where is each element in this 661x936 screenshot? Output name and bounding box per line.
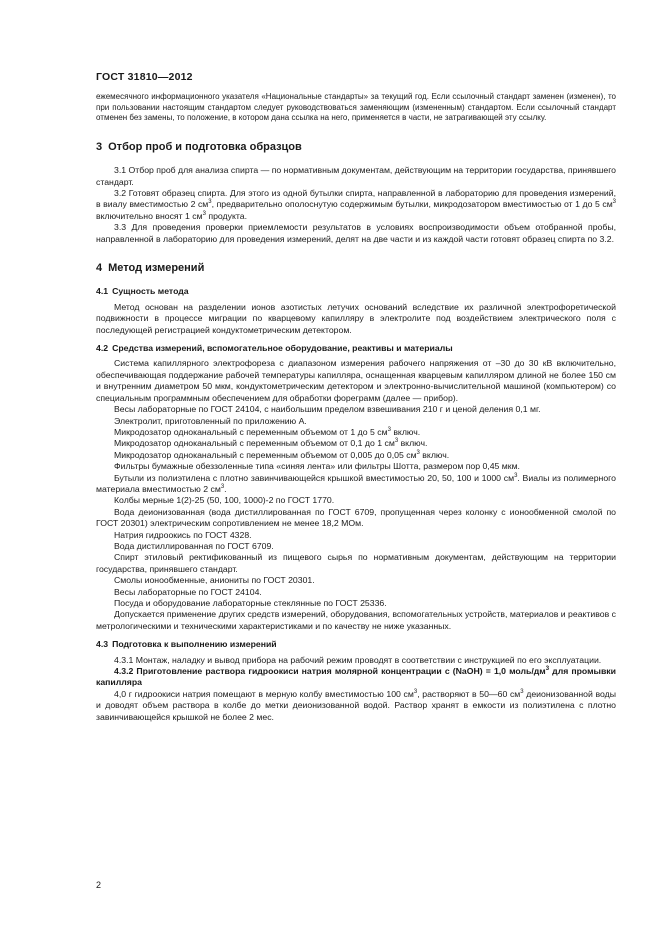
paragraph-4-2-electrolyte: Электролит, приготовленный по приложению А.: [114, 415, 307, 426]
section-4-title: Метод измерений: [108, 262, 205, 275]
paragraph-4-2-sodium-hydroxide: Натрия гидроокись по ГОСТ 4328.: [114, 529, 252, 540]
paragraph-4-2-substitutes: Допускается применение других средств измерений, оборудования, вспомогательных устройств, материалов и реактивов с метрологическими и техническими характеристиками и по качеству не ниже указанных.: [96, 609, 616, 631]
subsection-4-3-heading: 4.3 Подготовка к выполнению измерений: [96, 639, 277, 650]
paragraph-4-2-bottles: Бутыли из полиэтилена с плотно завинчивающейся крышкой вместимостью 20, 50, 100 и 1000 $см^3$. Виалы из полимерного материала вместимостью 2 $см^3$.: [96, 472, 616, 494]
paragraph-3-3: 3.3 Для проведения проверки приемлемости результатов в условиях воспроизводимости объем отобранной пробы, направленной в лабораторию для проведения измерений, делят на две части и из каждой части готовят образец спирта по 3.2.: [96, 222, 616, 244]
paragraph-4-2-ethanol: Спирт этиловый ректификованный из пищевого сырья по нормативным документам, действующим на территории государства, принявшего стандарт.: [96, 552, 616, 574]
intro-continuation: ежемесячного информационного указателя «Национальные стандарты» за текущий год. Если ссылочный стандарт заменен (изменен), то при пользовании настоящим стандартом следует руководствоваться заменяющим (измененным) стандартом. Если ссылочный стандарт отменен без замены, то положение, в котором дана ссылка на него, применяется в части, не затрагивающей эту ссылку.: [96, 92, 616, 123]
document-body: [96, 92, 616, 723]
paragraph-4-2-flasks: Колбы мерные 1(2)-25 (50, 100, 1000)-2 по ГОСТ 1770.: [114, 495, 335, 506]
paragraph-4-3-2-heading: 4.3.2 Приготовление раствора гидроокиси натрия молярной концентрации c (NaOH) = 1,0 моль/$дм^3$ для промывки капилляра: [96, 666, 616, 688]
paragraph-4-2-dispenser-1: Микродозатор одноканальный с переменным объемом от 1 до 5 $см^3$ включ.: [114, 426, 421, 437]
document-header: ГОСТ 31810—2012: [96, 71, 193, 83]
paragraph-4-2-glassware: Посуда и оборудование лабораторные стеклянные по ГОСТ 25336.: [114, 598, 387, 608]
paragraph-3-2: 3.2 Готовят образец спирта. Для этого из одной бутылки спирта, направленной в лабораторию для проведения измерений, в виалу вместимостью 2 $см^3$, предварительно ополоснутую содержимым бутылки, микродозатором вместимостью от 1 до 5 $см^3$ включительно вносят 1 $см^3$ продукта.: [96, 188, 617, 221]
paragraph-4-2-scales-2: Весы лабораторные по ГОСТ 24104.: [114, 586, 262, 597]
paragraph-4-2-deionized-water: Вода деионизованная (вода дистиллированная по ГОСТ 6709, пропущенная через колонку с ионообменной смолой по ГОСТ 20301) электрическим сопротивлением не менее 18,2 МОм.: [96, 506, 616, 529]
section-3-title: Отбор проб и подготовка образцов: [108, 140, 302, 153]
paragraph-4-2-filters: Фильтры бумажные обеззоленные типа «синяя лента» или фильтры Шотта, размером пор 0,45 мкм.: [114, 461, 520, 472]
paragraph-4-2-distilled-water: Вода дистиллированная по ГОСТ 6709.: [114, 540, 274, 551]
section-4-heading: [96, 263, 616, 274]
section-3-number: 3: [96, 140, 103, 153]
section-4-number: 4: [96, 262, 103, 275]
paragraph-4-2-dispenser-3: Микродозатор одноканальный с переменным объемом от 0,005 до 0,05 $см^3$ включ.: [114, 449, 450, 460]
paragraph-4-3-1: 4.3.1 Монтаж, наладку и вывод прибора на рабочий режим проводят в соответствии с инструкцией по его эксплуатации.: [114, 654, 602, 665]
paragraph-4-2-scales: Весы лабораторные по ГОСТ 24104, с наибольшим пределом взвешивания 210 г и ценой деления 0,1 мг.: [114, 404, 541, 415]
paragraph-4-2-system: Система капиллярного электрофореза с диапазоном измерения рабочего напряжения от –30 до 30 кВ включительно, обеспечивающая поддержание рабочей температуры капилляра, оснащенная кварцевым капилляром длиной не более 150 см и внутренним диаметром 50 мкм, кондуктометрическим детектором и электронно-вычислительной машиной (компьютером) со специальным программным обеспечением для обработки фореграмм (далее — прибор).: [96, 358, 616, 403]
paragraph-3-1: 3.1 Отбор проб для анализа спирта — по нормативным документам, действующим на территории государства, принявшего стандарт.: [96, 165, 616, 187]
paragraph-4-2-resins: Смолы ионообменные, аниониты по ГОСТ 20301.: [114, 575, 315, 586]
section-3-heading: [96, 142, 616, 153]
page-number: 2: [96, 880, 102, 890]
subsection-4-1-heading: 4.1 Сущность метода: [96, 286, 189, 297]
paragraph-4-3-2-body: 4,0 г гидроокиси натрия помещают в мерную колбу вместимостью 100 $см^3$, растворяют в 50—60 $см^3$ деионизованной воды и доводят объем раствора в колбе до метки деионизованной водой. Раствор хранят в емкости из полиэтилена с плотно завинчивающейся крышкой не более 2 мес.: [96, 688, 616, 722]
subsection-4-2-heading: 4.2 Средства измерений, вспомогательное оборудование, реактивы и материалы: [96, 343, 453, 354]
paragraph-4-1: Метод основан на разделении ионов азотистых летучих оснований вследствие их различной электрофоретической подвижности в процессе миграции по кварцевому капилляру в электролите под воздействием электрического поля с последующей регистрацией кондуктометрическим детектором.: [96, 301, 616, 335]
paragraph-4-2-dispenser-2: Микродозатор одноканальный с переменным объемом от 0,1 до 1 $см^3$ включ.: [114, 438, 428, 449]
